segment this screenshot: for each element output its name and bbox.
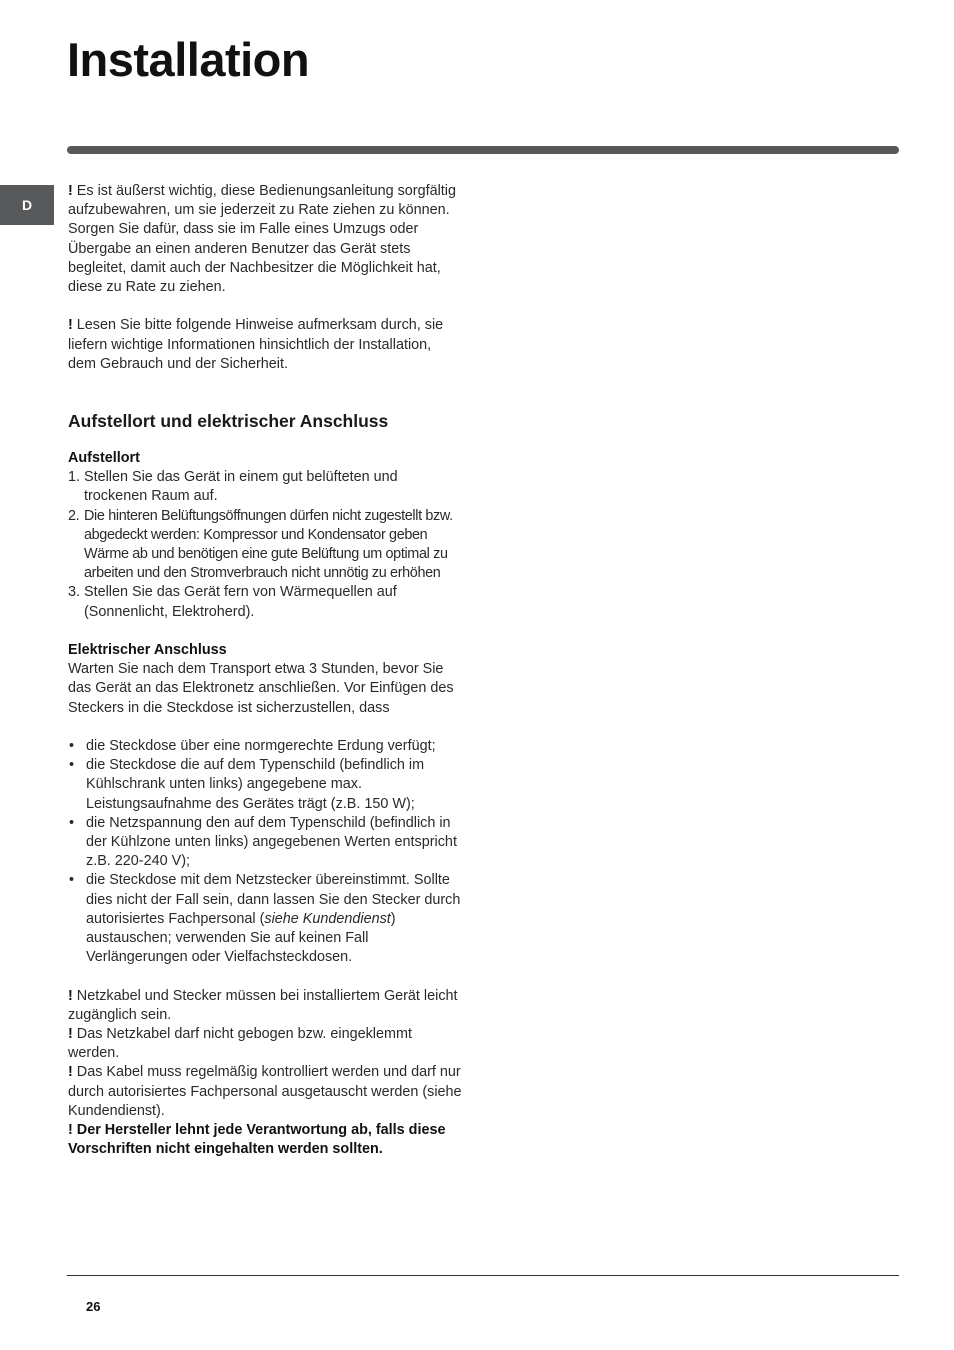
electrical-intro: Warten Sie nach dem Transport etwa 3 Stunden, bevor Sie das Gerät an das Elektronetz anschließen. Vor Einfügen des Steckers in die Steckdose ist sicherzustellen, dass (68, 661, 454, 716)
list-item (68, 756, 463, 814)
warning-mark: ! (68, 183, 73, 199)
note-text: Das Netzkabel darf nicht gebogen bzw. eingeklemmt werden. (68, 1026, 412, 1062)
list-item (68, 814, 463, 872)
intro-text-1: Es ist äußerst wichtig, diese Bedienungsanleitung sorgfältig aufzubewahren, um sie jederzeit zu Rate ziehen zu können. Sorgen Sie dafür, dass sie im Falle eines Umzugs oder Übergabe an einen anderen Benutzer das Gerät stets begleitet, damit auch der Nachbesitzer die Möglichkeit hat, diese zu Rate zu ziehen. (68, 183, 456, 296)
bullet-icon: • (69, 757, 75, 774)
step-text: Die hinteren Belüftungsöffnungen dürfen nicht zugestellt bzw. abgedeckt werden: Kompressor und Kondensator geben Wärme ab und benötigen eine gute Belüftung um optimal zu arbeiten und den Stromverbrauch nicht unnötig zu erhöhen (84, 507, 453, 582)
note-text: Netzkabel und Stecker müssen bei installiertem Gerät leicht zugänglich sein. (68, 987, 458, 1023)
step-number: 2. (68, 507, 80, 524)
step-text: Stellen Sie das Gerät fern von Wärmequellen auf (Sonnenlicht, Elektroherd). (84, 584, 397, 620)
warning-mark: ! (68, 1122, 73, 1139)
step-number: 3. (68, 584, 81, 601)
intro-text-2: Lesen Sie bitte folgende Hinweise aufmerksam durch, sie liefern wichtige Informationen hinsichtlich der Installation, dem Gebrauch und der Sicherheit. (68, 317, 444, 372)
note-1 (68, 987, 463, 1025)
placement-heading: Aufstellort (68, 450, 140, 467)
list-item (68, 507, 463, 584)
page-number: 26 (86, 1299, 101, 1314)
liability-note (68, 1121, 463, 1159)
warning-mark: ! (68, 317, 73, 334)
bullet-text: die Netzspannung den auf dem Typenschild (befindlich in der Kühlzone unten links) angegebenen Werten entspricht z.B. 220-240 V); (86, 814, 457, 870)
placement-steps-list (68, 468, 463, 622)
bullet-icon: • (69, 738, 75, 755)
bullet-text: die Steckdose mit dem Netzstecker übereinstimmt. Sollte dies nicht der Fall sein, dann lassen Sie den Stecker durch autorisiertes Fachpersonal ( (86, 872, 461, 927)
step-text: Stellen Sie das Gerät in einem gut belüfteten und trockenen Raum auf. (84, 469, 398, 505)
intro-paragraph-2 (68, 316, 463, 374)
electrical-checklist (68, 737, 463, 967)
note-2 (68, 1025, 463, 1063)
top-divider-bar (67, 146, 899, 154)
main-content (68, 182, 463, 1159)
customer-service-reference: siehe Kundendienst (264, 910, 391, 927)
bullet-icon: • (69, 814, 75, 831)
warning-mark: ! (68, 1026, 73, 1043)
note-text: Das Kabel muss regelmäßig kontrolliert werden und darf nur durch autorisiertes Fachpersonal ausgetauscht werden (siehe Kundendienst). (68, 1064, 462, 1119)
bottom-divider (67, 1275, 899, 1276)
note-3 (68, 1063, 463, 1121)
intro-paragraph-1 (68, 182, 463, 297)
bullet-text: ) austauschen; verwenden Sie auf keinen Fall Verlängerungen oder Vielfachsteckdosen. (86, 910, 396, 966)
list-item (68, 468, 463, 506)
warning-mark: ! (68, 987, 73, 1004)
warning-mark: ! (68, 1064, 73, 1081)
list-item (68, 871, 463, 967)
bullet-icon: • (69, 872, 75, 889)
electrical-heading: Elektrischer Anschluss (68, 642, 227, 659)
list-item (68, 583, 463, 621)
liability-text: Der Hersteller lehnt jede Verantwortung ab, falls diese Vorschriften nicht eingehalten werden sollten. (68, 1122, 446, 1158)
list-item (68, 737, 463, 756)
step-number: 1. (68, 469, 81, 486)
page-title: Installation (67, 33, 310, 86)
bullet-text: die Steckdose die auf dem Typenschild (befindlich im Kühlschrank unten links) angegebene max. Leistungsaufnahme des Gerätes trägt (z.B. 150 W); (86, 757, 425, 812)
section-heading: Aufstellort und elektrischer Anschluss (68, 411, 389, 432)
language-tab: D (0, 185, 54, 225)
bullet-text: die Steckdose über eine normgerechte Erdung verfügt; (86, 738, 436, 755)
